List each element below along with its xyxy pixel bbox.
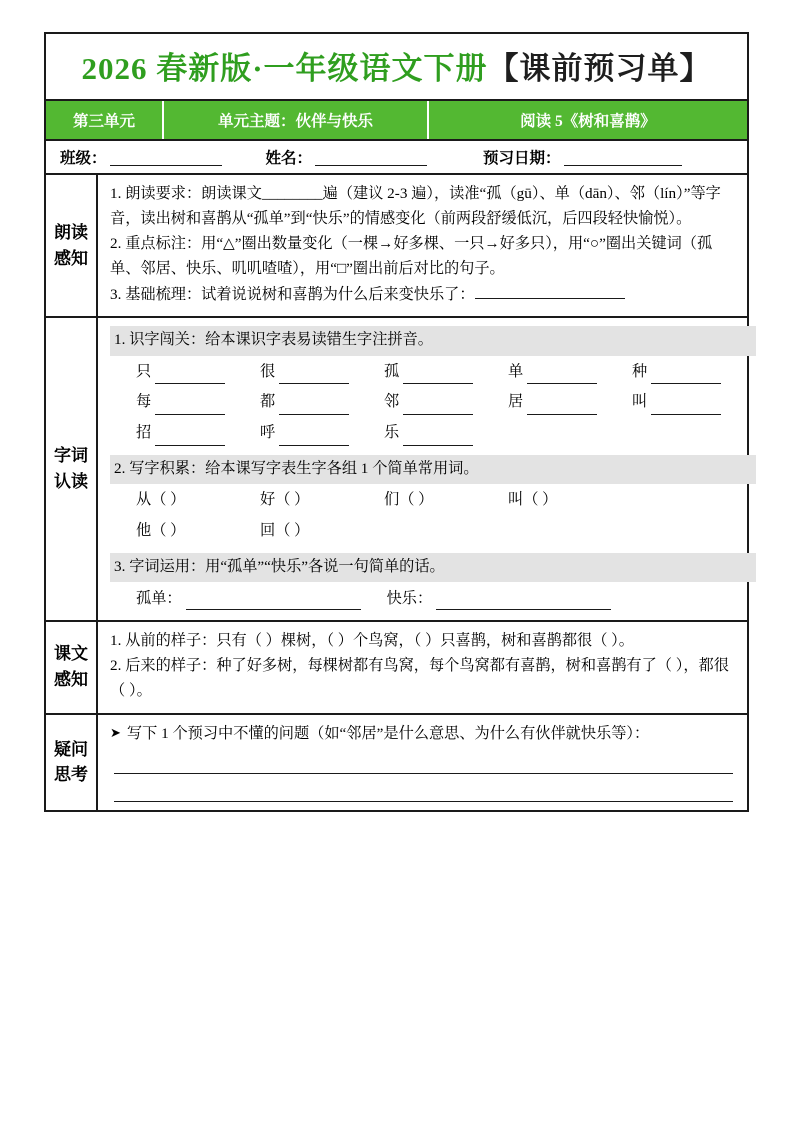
write-item[interactable]: 从（ ） (136, 491, 186, 509)
pinyin-item[interactable]: 邻 (384, 390, 508, 415)
band-lesson: 阅读 5《树和喜鹊》 (520, 113, 656, 130)
reading-line-3-text: 3. 基础梳理：试着说说树和喜鹊为什么后来变快乐了： (110, 285, 475, 303)
section-questions-content (98, 715, 747, 811)
section-text-comprehension (46, 622, 747, 715)
name-input-line[interactable] (315, 164, 427, 166)
title-main: 2026 春新版·一年级语文下册 (81, 51, 488, 86)
page-title (46, 34, 747, 101)
sentence-line-lonely[interactable] (186, 595, 361, 610)
write-item[interactable]: 叫（ ） (508, 491, 558, 509)
write-item[interactable]: 好（ ） (260, 491, 310, 509)
text-line-1: 1. 从前的样子：只有（ ）棵树，（ ）个鸟窝，（ ）只喜鹊，树和喜鹊都很（ ）。 (110, 631, 634, 649)
sentence-label-lonely: 孤单： (136, 590, 182, 608)
pinyin-item[interactable]: 单 (508, 360, 632, 385)
date-input-line[interactable] (564, 164, 682, 166)
section-vocabulary (46, 318, 747, 622)
section-label-reading-text: 朗读感知 (54, 222, 88, 268)
write-item[interactable]: 他（ ） (136, 521, 186, 539)
band-theme: 单元主题：伙伴与快乐 (164, 101, 429, 139)
name-field[interactable] (266, 146, 432, 173)
pinyin-item[interactable]: 种 (632, 360, 756, 385)
section-reading (46, 175, 747, 318)
section-label-reading (46, 175, 98, 316)
pinyin-row (136, 421, 756, 446)
reading-line-3 (110, 283, 737, 308)
reading-answer-line[interactable] (475, 283, 625, 299)
pinyin-item[interactable]: 招 (136, 421, 260, 446)
vocab-sub-3: 3. 字词运用：用“孤单”“快乐”各说一句简单的话。 (110, 553, 756, 583)
pinyin-item[interactable]: 呼 (260, 421, 384, 446)
name-label: 姓名： (265, 150, 313, 167)
arrow-bullet-icon: ➤ (110, 724, 121, 740)
write-row (136, 519, 756, 544)
section-questions (46, 715, 747, 811)
band-unit: 第三单元 (46, 101, 164, 139)
class-input-line[interactable] (110, 164, 222, 166)
title-bracket: 【课前预习单】 (487, 51, 712, 86)
section-label-text-text: 课文感知 (54, 644, 88, 690)
section-reading-content (98, 175, 747, 316)
question-prompt-text: 写下 1 个预习中不懂的问题（如“邻居”是什么意思、为什么有伙伴就快乐等）： (126, 724, 650, 742)
pinyin-item[interactable]: 很 (260, 360, 384, 385)
write-item[interactable]: 回（ ） (260, 521, 310, 539)
pinyin-item[interactable]: 都 (260, 390, 384, 415)
section-text-content (98, 622, 747, 713)
write-grid (110, 486, 756, 551)
section-label-vocabulary-text: 字词认读 (54, 446, 88, 491)
text-line-2: 2. 后来的样子：种了好多树，每棵树都有鸟窝，每个鸟窝都有喜鹊，树和喜鹊有了（ ），都很（ ）。 (110, 657, 729, 699)
pinyin-item[interactable]: 乐 (384, 421, 508, 446)
section-label-text (46, 622, 98, 713)
student-info-row (46, 141, 747, 175)
date-field[interactable] (483, 146, 686, 173)
question-answer-line-1[interactable] (114, 750, 733, 774)
unit-band (46, 101, 747, 141)
vocab-sentence-row (110, 587, 756, 612)
section-vocabulary-content (98, 318, 766, 620)
sentence-label-happy: 快乐： (386, 590, 433, 608)
reading-line-1: 1. 朗读要求：朗读课文________遍（建议 2-3 遍），读准“孤（gū）、单（dān）、邻（lín）”等字音，读出树和喜鹊从“孤单”到“快乐”的情感变化（前两段舒缓低沉，后四段轻快愉悦）。 (110, 185, 721, 227)
date-label: 预习日期： (483, 150, 561, 167)
pinyin-item[interactable]: 每 (136, 390, 260, 415)
write-row (136, 488, 756, 513)
sentence-line-happy[interactable] (436, 595, 611, 610)
question-answer-line-2[interactable] (114, 778, 733, 802)
section-label-questions-text: 疑问思考 (54, 739, 88, 785)
pinyin-item[interactable]: 叫 (632, 390, 756, 415)
class-field[interactable] (60, 146, 226, 173)
section-label-vocabulary (46, 318, 98, 620)
pinyin-item[interactable]: 只 (136, 360, 260, 385)
pinyin-item[interactable]: 居 (508, 390, 632, 415)
class-label: 班级： (60, 150, 107, 167)
reading-line-2: 2. 重点标注：用“△”圈出数量变化（一棵→好多棵、一只→好多只），用“○”圈出关键词（孤单、邻居、快乐、叽叽喳喳），用“□”圈出前后对比的句子。 (110, 235, 713, 277)
question-prompt (110, 722, 737, 747)
pinyin-row (136, 360, 756, 385)
pinyin-row (136, 390, 756, 415)
pinyin-grid (110, 358, 756, 454)
vocab-sub-2: 2. 写字积累：给本课写字表生字各组 1 个简单常用词。 (110, 455, 756, 485)
section-label-questions (46, 715, 98, 811)
write-item[interactable]: 们（ ） (384, 491, 434, 509)
worksheet-table (44, 32, 749, 812)
pinyin-item[interactable]: 孤 (384, 360, 508, 385)
vocab-sub-1: 1. 识字闯关：给本课识字表易读错生字注拼音。 (110, 326, 756, 356)
